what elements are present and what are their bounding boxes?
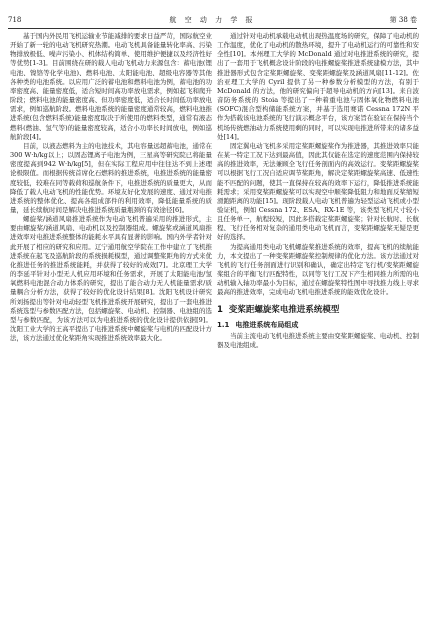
- right-column: [217, 32, 419, 612]
- paragraph: 当前主流电动飞机电推进系统主要由变桨距螺旋桨、电动机、控制器及电池组成。: [217, 331, 419, 349]
- page-number: 718: [8, 16, 22, 24]
- subsection-heading: [217, 320, 419, 331]
- paragraph: 通过针对电动机承载电动机出现热温度场的研究，保障了电动机的工作温度，优化了电动机的散热环境，提升了电动机运行的可靠性和安全性[10]。本州理工大学的 McDonald 通过对电推进系统的研究，提出了一套用于飞机概念设计阶段的电推螺旋桨推进系统建模方法，其中推进器形式包含定桨距螺旋桨、变桨距螺旋桨及涵道风扇[11-12]。佐治亚理工大学的 Cyril 提供了另一种参数分析模型的方法，有别于 McDonald 的方法，他的研究偏向于超导电动机的方向[13]。来自波音防务系统的 Stoia 等提出了一种着重电池与固体氧化物燃料电池(SOFC)混合型构储能系统方案，并基于选用赛诺 Cessna 172N 平作为搭载该电池系统的飞行演示概念平台，该方案旨在验证在保持当个机场传统燃油动力系统使用剩的同时，可以实现电推进所带来的诸多益处[14]。: [217, 32, 419, 141]
- paragraph: 目前，以液态燃料为主的电池技术，其电容量远超蓄电池，通常在300 W·h/kg以上；以固态锂离子电池为例，三星高等研究院已将能量密度提高到942 W·h/kg[5]，但在实际工程应用中往往达不到上述理论极限值。而根据传统首席化石燃料的推进系统，电推进系统的能量密度较低，较难在同等载荷和巡航条件下，电推进系统的质量更大，从而降低了载人电动飞机的性能优势。环境友好化发展的速度、通过对电推进系统的整体优化、提高各组成部件的利用效率，降低能量系统的质量，延长续航时间是解决电推进系统质量瓶颈的有效途径[6]。: [10, 141, 212, 214]
- subsection-title: 电推进系统布局组成: [235, 320, 299, 329]
- running-header: [8, 14, 417, 26]
- volume-label: 第 38 卷: [389, 16, 417, 24]
- journal-title: 航 空 动 力 学 报: [169, 16, 256, 24]
- paragraph: 固定翼电动飞机多采用定桨距螺旋桨作为推进器，其推进效率只能在某一特定工况下达到最高值，因此其仅能在选定的速度范围内保持较高的推进效率，无法兼顾全飞行任务剖面内的高效运行。变桨距螺旋桨可以根据飞行工况自适应调节桨距角，解决定桨距螺旋桨高速、低速性能不匹配的问题，使其一直保持在较高的效率下运行，降低推进系统能耗需求；采用变桨距螺旋桨可以实现空中顺桨降低阻力和地面反桨缩短滑跑距离的功能[15]。现阶段载人电动飞机普遍为轻型运动飞机或小型验证机，例如 Cessna 172、ESA、RX-1E 等，该类型飞机尺寸较小且任务单一，航程较短，因此多搭载定桨距螺旋桨；针对长航时、长航程、飞行任务相对复杂的通用类电动飞机而言，变桨距螺旋桨无疑是更好的选择。: [217, 141, 419, 242]
- section-number: 1: [217, 304, 223, 315]
- subsection-number: 1.1: [217, 320, 230, 329]
- header-rule: [8, 28, 417, 29]
- paragraph: 基于国内外民用飞机运输业节能减排的要求日益严苛，国际航空业开始了新一轮的电动飞机研究热潮。电动飞机具备能量转化率高、污染物排放极低、噪声污染小、机体结构简单、使用维护便捷以及经济性好等优势[1-3]。目前围绕在研的载人电动飞机动力来源包含：蓄电池(锂电池、镍铬等化学电池)、燃料电池、太阳能电池、超级电容器等其他各种类的电池系统。以应用广泛的蓄电池和燃料电池为例，蓄电池的功率密度高、能量密度低，适合短时间高功率放电需求，例如起飞和爬升阶段；燃料电池的能量密度高、但功率密度低，适合长时间低功率放电需求，例如巡航阶段。燃料电池系统的能量密度通常较高，燃料电池推进系统(包含燃料系统)能量密度取决于所使用的燃料类型，通常有液态燃料(燃油、氢气等)的能量密度较高，适合小功率长时间放电，例如巡航阶段[4]。: [10, 32, 212, 141]
- section-title: 变桨距螺旋桨电推进系统模型: [228, 304, 340, 315]
- paragraph: 为提高通用类电动飞机螺旋桨推进系统的效率，提高飞机的续航能力，本文提出了一种变桨距螺旋桨控制规律的优化方法。该方法通过对飞机的飞行任务剖面进行识别和确认，确定出特定飞行机/变桨距螺旋桨组合的平衡飞行匹配特性，以同等飞行工况下产生相同推力所需的电动机输入轴功率最小为目标，通过在螺旋桨特性图中寻找推力线上寻求最高的推进效率，完成电动飞机电推进系统的能效优化设计。: [217, 242, 419, 297]
- section-heading: [217, 303, 419, 317]
- left-column: [10, 32, 212, 602]
- paragraph: 螺旋桨/涵道风扇推进系统作为电动飞机普遍采用的推进形式，主要由螺旋桨/涵道风扇、电动机以及控制器组成。螺旋桨或涵道风扇推进效率对电推进系统整体的能耗水平具有显著的影响。国内外学者针对此开展了相应的研究和应用。辽宁通用航空学院在工作中建立了飞机推进系统在起飞及巡航阶段的系统损耗模型，通过调整桨距角的方式来优化推进任务的推进系统能耗，并获得了较好的成效[7]。北京理工大学的李延平针对小型无人机应用环境和任务需求，开展了太阳能电池/氢氧燃料电池混合动力体系的研究，提出了能合动力无人机能量需求/质量耦合分析方法，获得了较好的优化设计结果[8]。沈阳飞机设计研究所刘扬提出等针对电动轻型飞机推进系统开展研究，提出了一套电推进系统选型与参数匹配方法，包括螺旋桨、电动机、控制器、电池组的选型与参数匹配，为该方法可以为电推进系统的优化设计提供依据[9]。沈阳工业大学的王高平提出了电推进系统中螺旋桨与电机的匹配设计方法，该方法通过优化桨距角实现推进系统效率最大化。: [10, 215, 212, 343]
